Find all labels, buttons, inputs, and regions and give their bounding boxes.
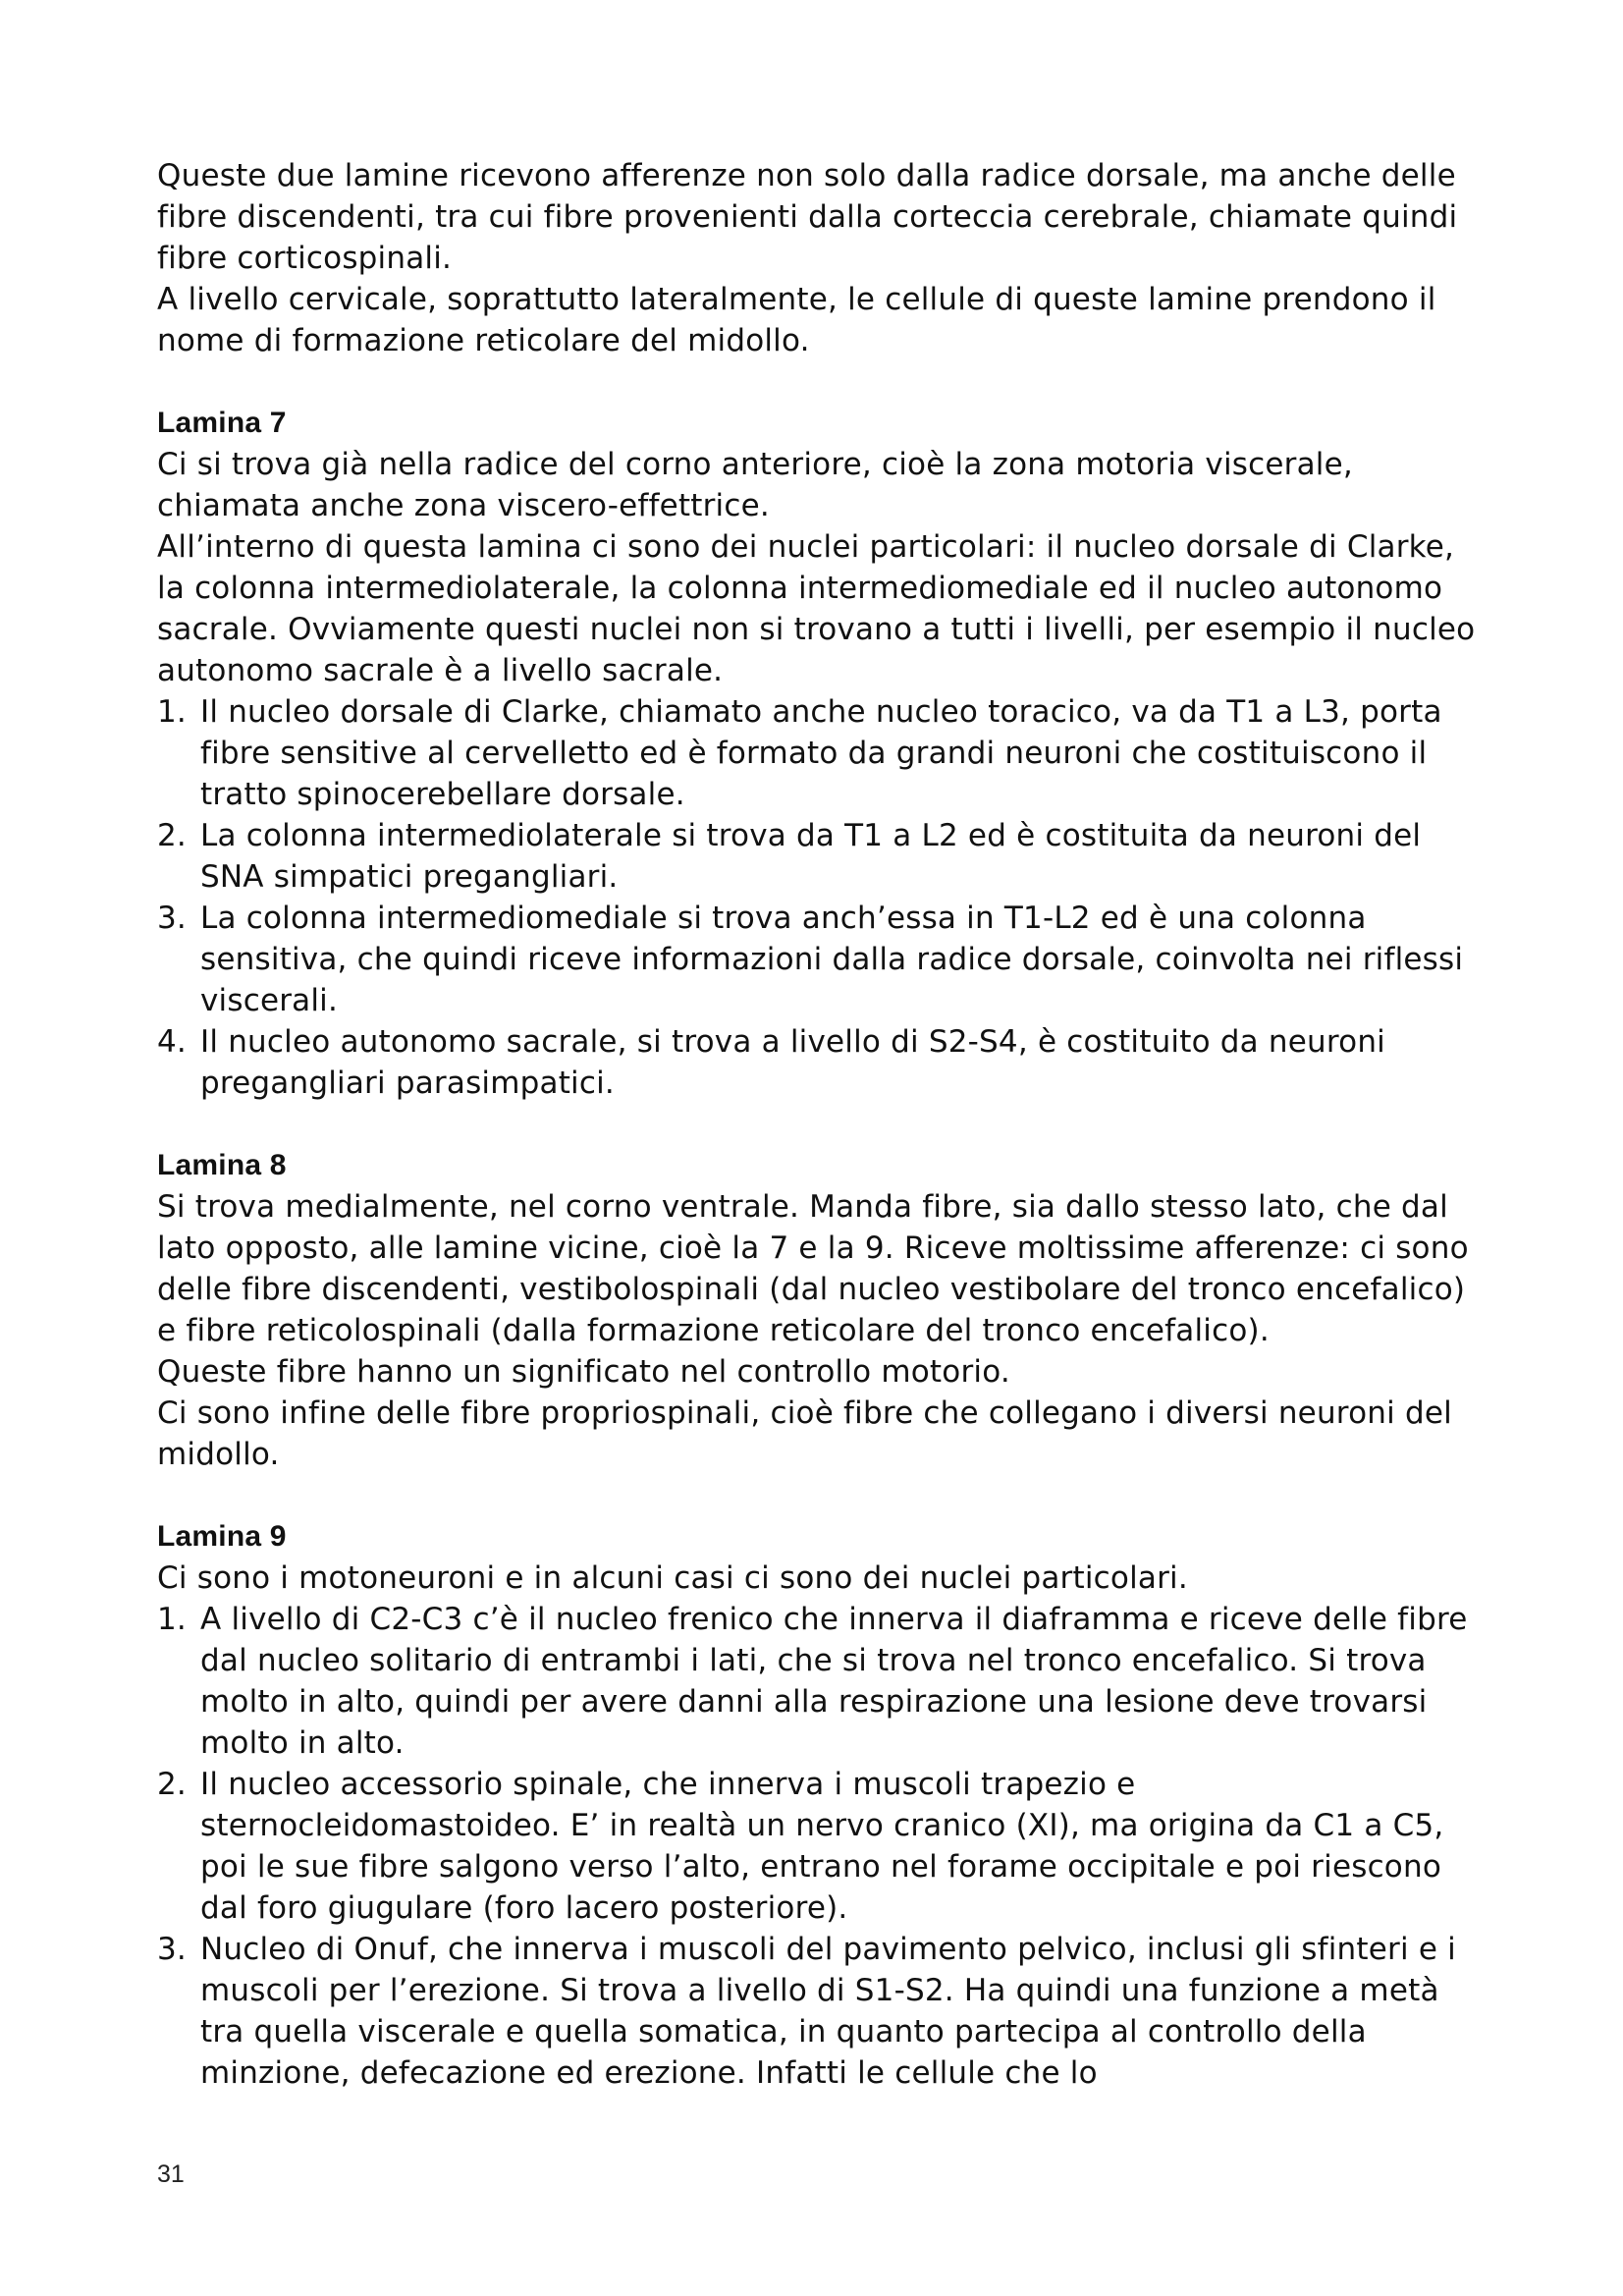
section-heading: Lamina 9 [157, 1520, 287, 1553]
list-item [157, 1929, 1483, 2094]
page-number: 31 [157, 2160, 185, 2188]
numbered-list [157, 1599, 1483, 2094]
list-item-text: Nucleo di Onuf, che innerva i muscoli del pavimento pelvico, inclusi gli sfinteri e i muscoli per l’erezione. Si trova a livello di S1-S2. Ha quindi una funzione a metà tra quella viscerale e quella somatica, in quanto partecipa al controllo della minzione, defecazione ed erezione. Infatti le cellule che lo [200, 1932, 1456, 2091]
list-item [157, 691, 1483, 815]
list-item [157, 898, 1483, 1021]
list-item-number: 1. [157, 694, 187, 730]
list-item [157, 1764, 1483, 1929]
paragraph: Queste fibre hanno un significato nel controllo motorio. [157, 1354, 1010, 1390]
document-page [157, 155, 1483, 2094]
list-item-number: 2. [157, 818, 187, 853]
list-item-text: Il nucleo accessorio spinale, che innerva i muscoli trapezio e sternocleidomastoideo. E’ in realtà un nervo cranico (XI), ma origina da C1 a C5, poi le sue fibre salgono verso l’alto, entrano nel forame occipitale e poi riescono dal foro giugulare (foro lacero posteriore). [200, 1767, 1444, 1926]
list-item-number: 3. [157, 901, 187, 936]
list-item-text: La colonna intermediomediale si trova anch’essa in T1-L2 ed è una colonna sensitiva, che quindi riceve informazioni dalla radice dorsale, coinvolta nei riflessi viscerali. [200, 901, 1464, 1018]
list-item-text: A livello di C2-C3 c’è il nucleo frenico che innerva il diaframma e riceve delle fibre dal nucleo solitario di entrambi i lati, che si trova nel tronco encefalico. Si trova molto in alto, quindi per avere danni alla respirazione una lesione deve trovarsi molto in alto. [200, 1602, 1468, 1761]
list-item-text: Il nucleo autonomo sacrale, si trova a livello di S2-S4, è costituito da neuroni pregangliari parasimpatici. [200, 1024, 1385, 1101]
paragraph: Ci sono infine delle fibre propriospinali, cioè fibre che collegano i diversi neuroni del midollo. [157, 1395, 1452, 1472]
section-lamina-7 [157, 403, 1483, 1104]
paragraph: Ci si trova già nella radice del corno anteriore, cioè la zona motoria viscerale, chiamata anche zona viscero-effettrice. [157, 447, 1353, 523]
numbered-list [157, 691, 1483, 1104]
list-item-number: 2. [157, 1767, 187, 1802]
list-item-number: 3. [157, 1932, 187, 1967]
paragraph: All’interno di questa lamina ci sono dei nuclei particolari: il nucleo dorsale di Clarke, la colonna intermediolaterale, la colonna intermediomediale ed il nucleo autonomo sacrale. Ovviamente questi nuclei non si trovano a tutti i livelli, per esempio il nucleo autonomo sacrale è a livello sacrale. [157, 529, 1476, 688]
section-heading: Lamina 7 [157, 407, 287, 439]
section-lamina-9 [157, 1516, 1483, 2094]
list-item [157, 1599, 1483, 1764]
section-heading: Lamina 8 [157, 1149, 287, 1181]
list-item-text: La colonna intermediolaterale si trova da T1 a L2 ed è costituita da neuroni del SNA simpatici pregangliari. [200, 818, 1422, 895]
list-item [157, 815, 1483, 898]
intro-paragraph-2: A livello cervicale, soprattutto lateralmente, le cellule di queste lamine prendono il nome di formazione reticolare del midollo. [157, 282, 1436, 358]
list-item-number: 4. [157, 1024, 187, 1060]
section-lamina-8 [157, 1145, 1483, 1475]
list-item-number: 1. [157, 1602, 187, 1637]
intro-paragraph-1: Queste due lamine ricevono afferenze non solo dalla radice dorsale, ma anche delle fibre discendenti, tra cui fibre provenienti dalla corteccia cerebrale, chiamate quindi fibre corticospinali. [157, 158, 1458, 276]
list-item-text: Il nucleo dorsale di Clarke, chiamato anche nucleo toracico, va da T1 a L3, porta fibre sensitive al cervelletto ed è formato da grandi neuroni che costituiscono il tratto spinocerebellare dorsale. [200, 694, 1442, 812]
paragraph: Ci sono i motoneuroni e in alcuni casi ci sono dei nuclei particolari. [157, 1560, 1188, 1596]
list-item [157, 1021, 1483, 1104]
paragraph: Si trova medialmente, nel corno ventrale. Manda fibre, sia dallo stesso lato, che dal lato opposto, alle lamine vicine, cioè la 7 e la 9. Riceve moltissime afferenze: ci sono delle fibre discendenti, vestibolospinali (dal nucleo vestibolare del tronco encefalico) e fibre reticolospinali (dalla formazione reticolare del tronco encefalico). [157, 1189, 1469, 1348]
